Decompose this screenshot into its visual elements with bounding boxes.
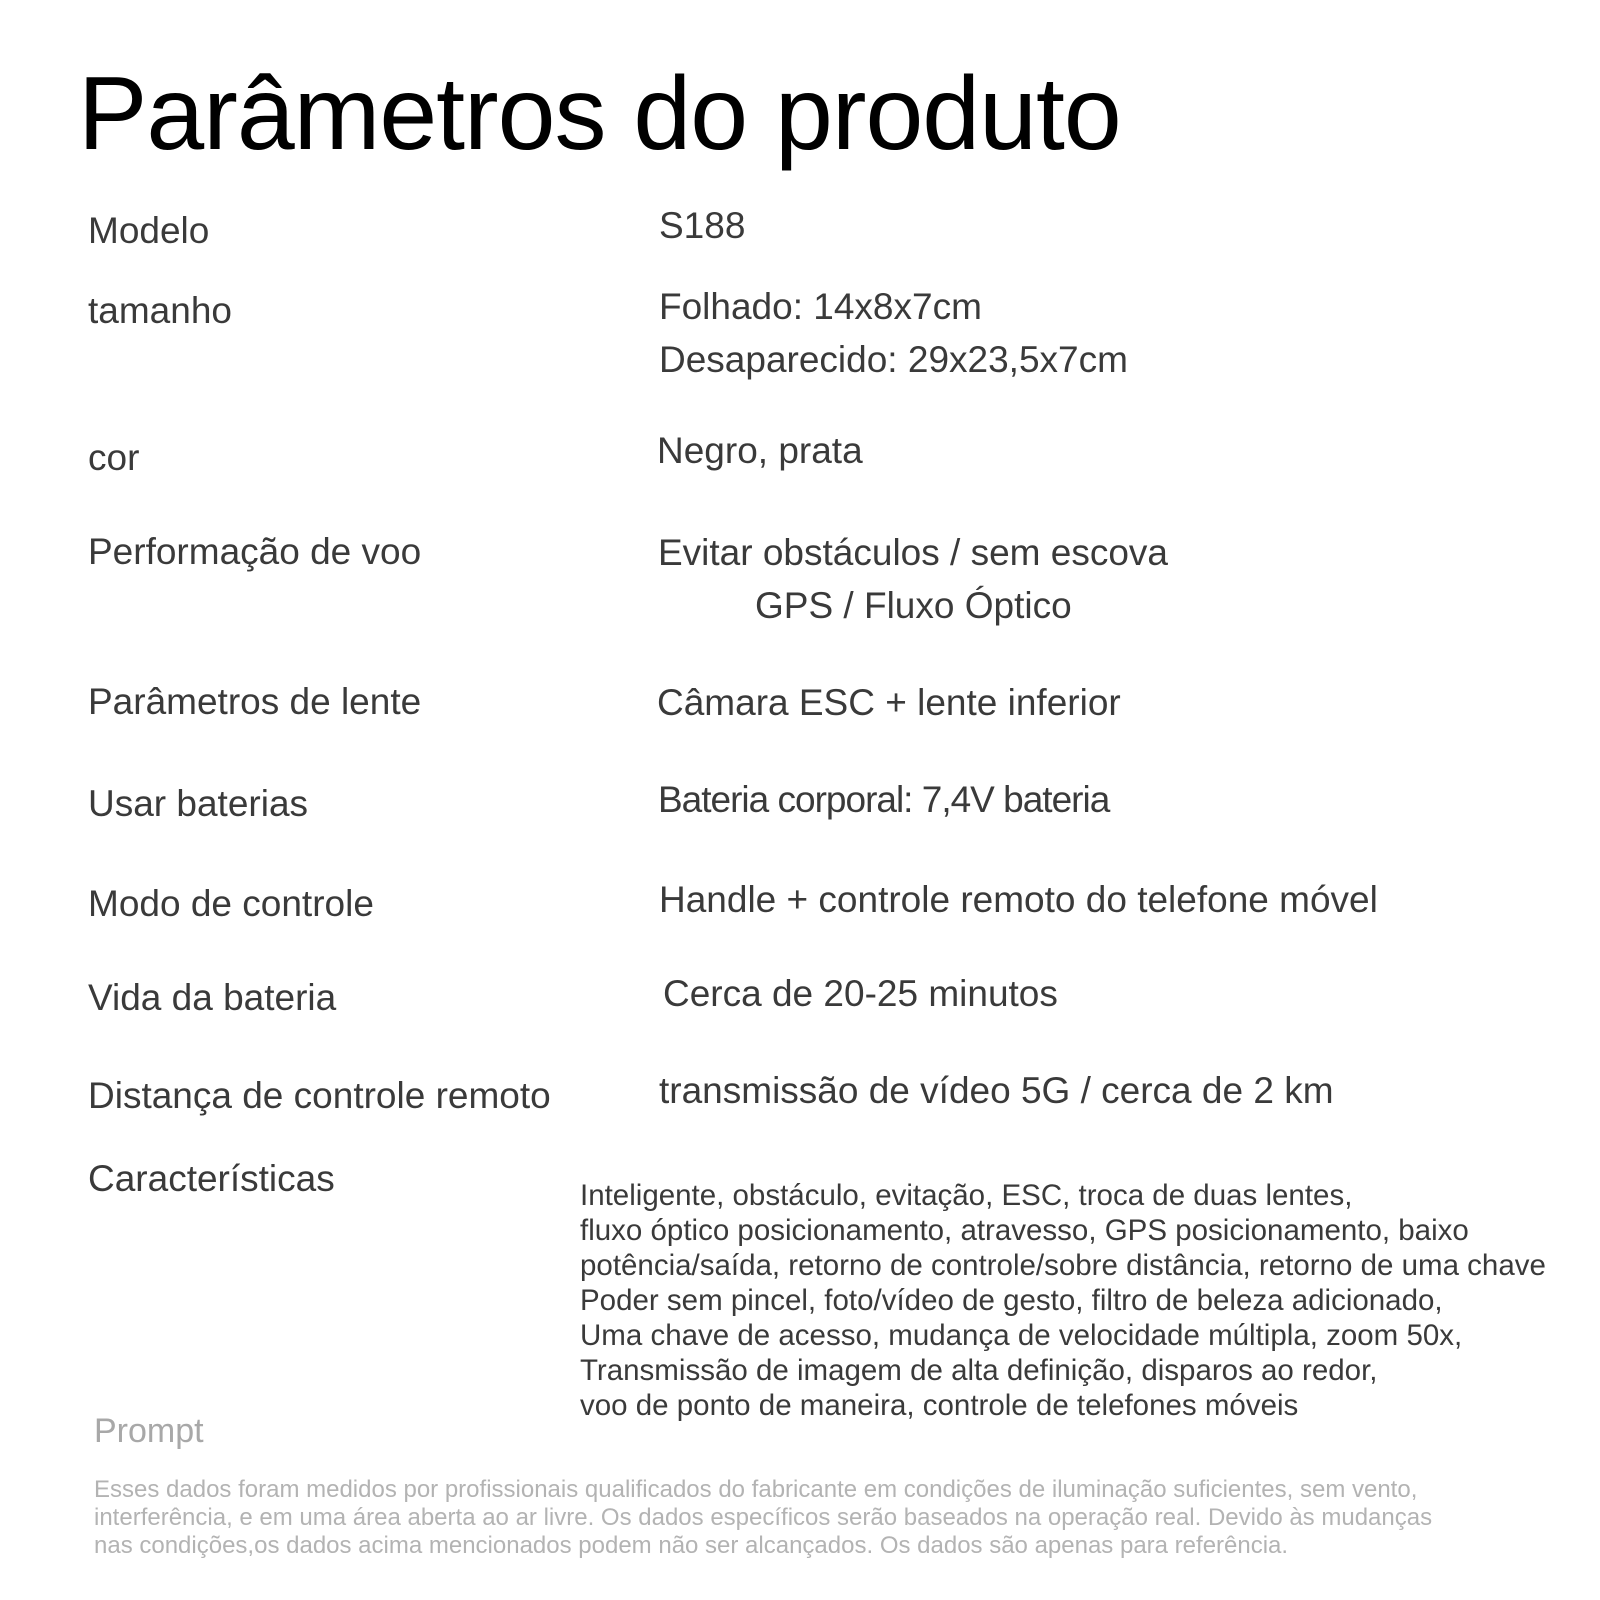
feature-line: Poder sem pincel, foto/vídeo de gesto, filtro de beleza adicionado, xyxy=(580,1284,1443,1317)
spec-label-control-mode: Modo de controle xyxy=(88,883,374,924)
spec-label-flight: Performação de voo xyxy=(88,531,422,572)
spec-value-size-unfolded: Desaparecido: 29x23,5x7cm xyxy=(659,339,1128,380)
feature-line: Transmissão de imagem de alta definição, disparos ao redor, xyxy=(580,1354,1378,1387)
disclaimer-line: Esses dados foram medidos por profissionais qualificados do fabricante em condições de iluminação suficientes, sem vento, xyxy=(94,1476,1418,1503)
spec-value-features xyxy=(580,1178,1546,1423)
disclaimer-line: nas condições,os dados acima mencionados podem não ser alcançados. Os dados são apenas para referência. xyxy=(94,1532,1289,1559)
spec-label-lens: Parâmetros de lente xyxy=(88,681,422,722)
feature-line: fluxo óptico posicionamento, atravesso, GPS posicionamento, baixo xyxy=(580,1214,1469,1247)
spec-value-model: S188 xyxy=(659,205,746,246)
spec-label-model: Modelo xyxy=(88,210,210,251)
spec-value-control-mode: Handle + controle remoto do telefone móvel xyxy=(659,879,1378,920)
spec-label-battery-life: Vida da bateria xyxy=(88,977,337,1018)
spec-label-size: tamanho xyxy=(88,290,232,331)
spec-label-features: Características xyxy=(88,1158,335,1199)
page-title: Parâmetros do produto xyxy=(78,56,1121,172)
feature-line: potência/saída, retorno de controle/sobre distância, retorno de uma chave xyxy=(580,1249,1546,1282)
spec-value-color: Negro, prata xyxy=(657,430,863,471)
spec-label-color: cor xyxy=(88,437,140,478)
spec-label-remote-distance: Distança de controle remoto xyxy=(88,1075,551,1116)
spec-value-remote-distance: transmissão de vídeo 5G / cerca de 2 km xyxy=(659,1070,1334,1111)
feature-line: voo de ponto de maneira, controle de telefones móveis xyxy=(580,1389,1299,1422)
feature-line: Inteligente, obstáculo, evitação, ESC, troca de duas lentes, xyxy=(580,1179,1353,1212)
prompt-label: Prompt xyxy=(94,1412,204,1450)
spec-value-battery-life: Cerca de 20-25 minutos xyxy=(663,973,1058,1014)
spec-value-flight-2: GPS / Fluxo Óptico xyxy=(755,585,1072,626)
spec-value-lens: Câmara ESC + lente inferior xyxy=(657,682,1121,723)
feature-line: Uma chave de acesso, mudança de velocidade múltipla, zoom 50x, xyxy=(580,1319,1463,1352)
spec-label-battery: Usar baterias xyxy=(88,783,309,824)
spec-value-flight-1: Evitar obstáculos / sem escova xyxy=(658,532,1168,573)
disclaimer-text xyxy=(94,1476,1432,1560)
spec-value-battery: Bateria corporal: 7,4V bateria xyxy=(658,779,1110,820)
spec-value-size-folded: Folhado: 14x8x7cm xyxy=(659,286,982,327)
disclaimer-line: interferência, e em uma área aberta ao ar livre. Os dados específicos serão baseados na operação real. Devido às mudanças xyxy=(94,1504,1433,1531)
